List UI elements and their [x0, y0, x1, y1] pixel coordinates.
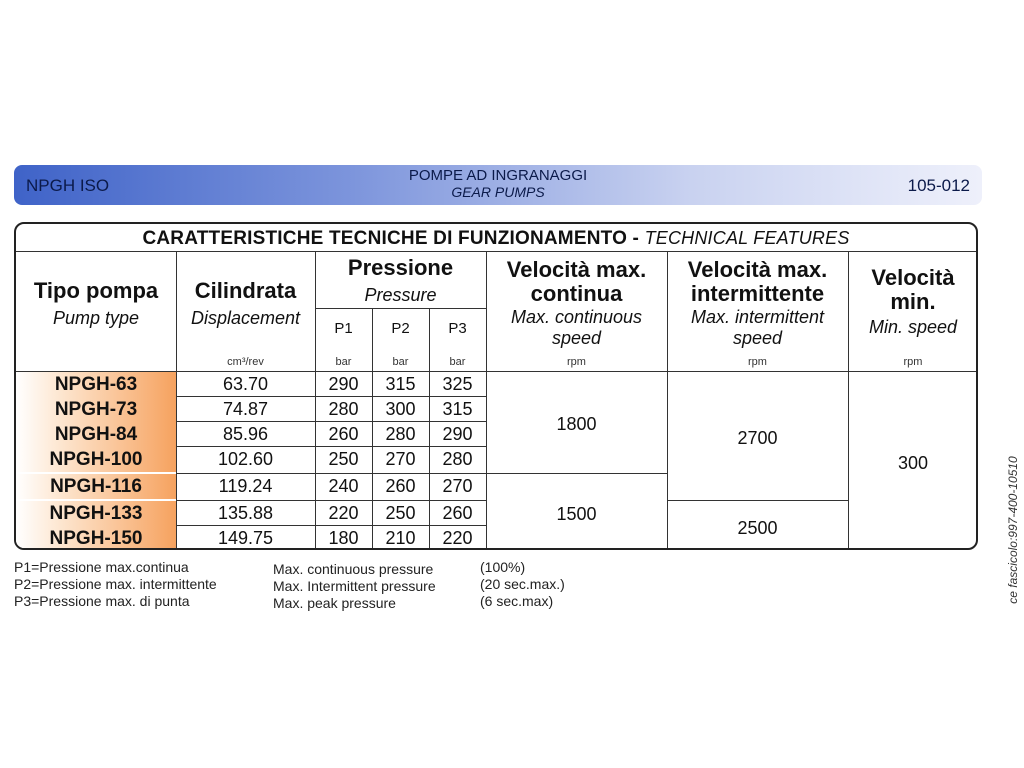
- col-press-it: Pressione: [347, 255, 454, 280]
- pump-model: NPGH-100: [16, 447, 176, 472]
- col-disp-en: Displacement: [190, 308, 301, 328]
- row-p2-value: 210: [385, 528, 416, 548]
- side-code: [1003, 440, 1023, 620]
- col-type-en: Pump type: [52, 308, 140, 328]
- legend-p1-it: P1=Pressione max.continua: [14, 559, 189, 575]
- col-vint-it2: intermittente: [690, 281, 825, 306]
- row-p3-value: 290: [442, 424, 473, 444]
- row-p3-value: 220: [442, 528, 473, 548]
- vcont-value-b: 1500: [556, 504, 597, 524]
- col-press-en: Pressure: [364, 285, 437, 305]
- pump-model: NPGH-116: [16, 474, 176, 499]
- row-p2-value: 315: [385, 374, 416, 394]
- col-disp-it: Cilindrata: [194, 278, 297, 303]
- pump-model: NPGH-73: [16, 397, 176, 422]
- row-p2-value: 280: [385, 424, 416, 444]
- row-p2-value: 260: [385, 476, 416, 496]
- vcont-group-divider: [486, 473, 667, 474]
- col-p1: P1: [334, 320, 353, 337]
- col-vint-en1: Max. intermittent: [690, 307, 825, 327]
- title-italian: POMPE AD INGRANAGGI: [408, 167, 588, 184]
- vint-value-a: 2700: [737, 428, 778, 448]
- legend-p3-en: Max. peak pressure: [273, 595, 396, 611]
- col-vcont-en1: Max. continuous: [510, 307, 643, 327]
- vint-group-divider: [667, 500, 848, 501]
- legend-p1-note: (100%): [480, 559, 526, 575]
- col-p2: P2: [391, 320, 410, 337]
- row-disp-value: 63.70: [222, 374, 269, 394]
- col-vint-en2: speed: [732, 328, 783, 348]
- col-vint-it1: Velocità max.: [687, 257, 828, 282]
- col-p1-unit: bar: [335, 356, 352, 368]
- pump-model: NPGH-150: [16, 526, 176, 550]
- col-vmin-it2: min.: [890, 289, 936, 314]
- row-p1-value: 240: [328, 476, 359, 496]
- row-p1-value: 250: [328, 449, 359, 469]
- banner-title: [14, 167, 982, 201]
- table-title-italian: CARATTERISTICHE TECNICHE DI FUNZIONAMENTO -: [142, 228, 640, 249]
- vint-value-b: 2500: [737, 518, 778, 538]
- row-p2-value: 250: [385, 503, 416, 523]
- row-p3-value: 260: [442, 503, 473, 523]
- col-vcont-it2: continua: [530, 281, 623, 306]
- pump-model: NPGH-133: [16, 501, 176, 526]
- row-p1-value: 180: [328, 528, 359, 548]
- row-disp-value: 85.96: [222, 424, 269, 444]
- side-code-text: ce fascicolo:997-400-10510: [1006, 456, 1020, 604]
- row-disp-value: 119.24: [218, 476, 273, 496]
- row-disp-value: 135.88: [217, 503, 274, 523]
- row-p3-value: 270: [442, 476, 473, 496]
- row-p1-value: 290: [328, 374, 359, 394]
- header-banner: [14, 165, 982, 205]
- legend-p1-en: Max. continuous pressure: [273, 561, 434, 577]
- series-name: NPGH ISO: [26, 176, 110, 195]
- row-disp-value: 74.87: [222, 399, 269, 419]
- row-p3-value: 280: [442, 449, 473, 469]
- vcont-value-a: 1800: [556, 414, 597, 434]
- col-vcont-en2: speed: [551, 328, 602, 348]
- legend-p3-it: P3=Pressione max. di punta: [14, 593, 190, 609]
- legend-p3-note: (6 sec.max): [480, 593, 554, 609]
- legend-p2-note: (20 sec.max.): [480, 576, 565, 592]
- pressure-subdivider: [315, 308, 486, 309]
- col-p3-unit: bar: [449, 356, 466, 368]
- row-p1-value: 260: [328, 424, 359, 444]
- col-p2-unit: bar: [392, 356, 409, 368]
- col-p3: P3: [448, 320, 467, 337]
- pump-model: NPGH-84: [16, 422, 176, 447]
- row-p1-value: 280: [328, 399, 359, 419]
- title-english: GEAR PUMPS: [451, 184, 545, 200]
- legend-p2-it: P2=Pressione max. intermittente: [14, 576, 217, 592]
- row-disp-value: 102.60: [217, 449, 274, 469]
- col-vmin-unit: rpm: [903, 356, 923, 368]
- table-title-english: TECHNICAL FEATURES: [644, 228, 850, 248]
- pump-model: NPGH-63: [16, 372, 176, 397]
- col-vmin-it1: Velocità: [871, 265, 955, 290]
- col-vcont-it1: Velocità max.: [506, 257, 647, 282]
- col-disp-unit: cm³/rev: [227, 356, 264, 368]
- row-p2-value: 300: [385, 399, 416, 419]
- row-p1-value: 220: [328, 503, 359, 523]
- legend-p2-en: Max. Intermittent pressure: [273, 578, 436, 594]
- col-vint-unit: rpm: [748, 356, 767, 368]
- vmin-value: 300: [897, 453, 929, 473]
- col-vcont-unit: rpm: [567, 356, 586, 368]
- row-p3-value: 315: [442, 399, 473, 419]
- row-disp-value: 149.75: [217, 528, 274, 548]
- col-vmin-en: Min. speed: [868, 317, 958, 337]
- table-title: [16, 228, 976, 250]
- technical-features-table: [14, 222, 978, 550]
- col-type-it: Tipo pompa: [33, 278, 159, 303]
- row-p2-value: 270: [385, 449, 416, 469]
- row-p3-value: 325: [442, 374, 473, 394]
- page-code: 105-012: [907, 176, 970, 195]
- title-divider: [16, 251, 976, 252]
